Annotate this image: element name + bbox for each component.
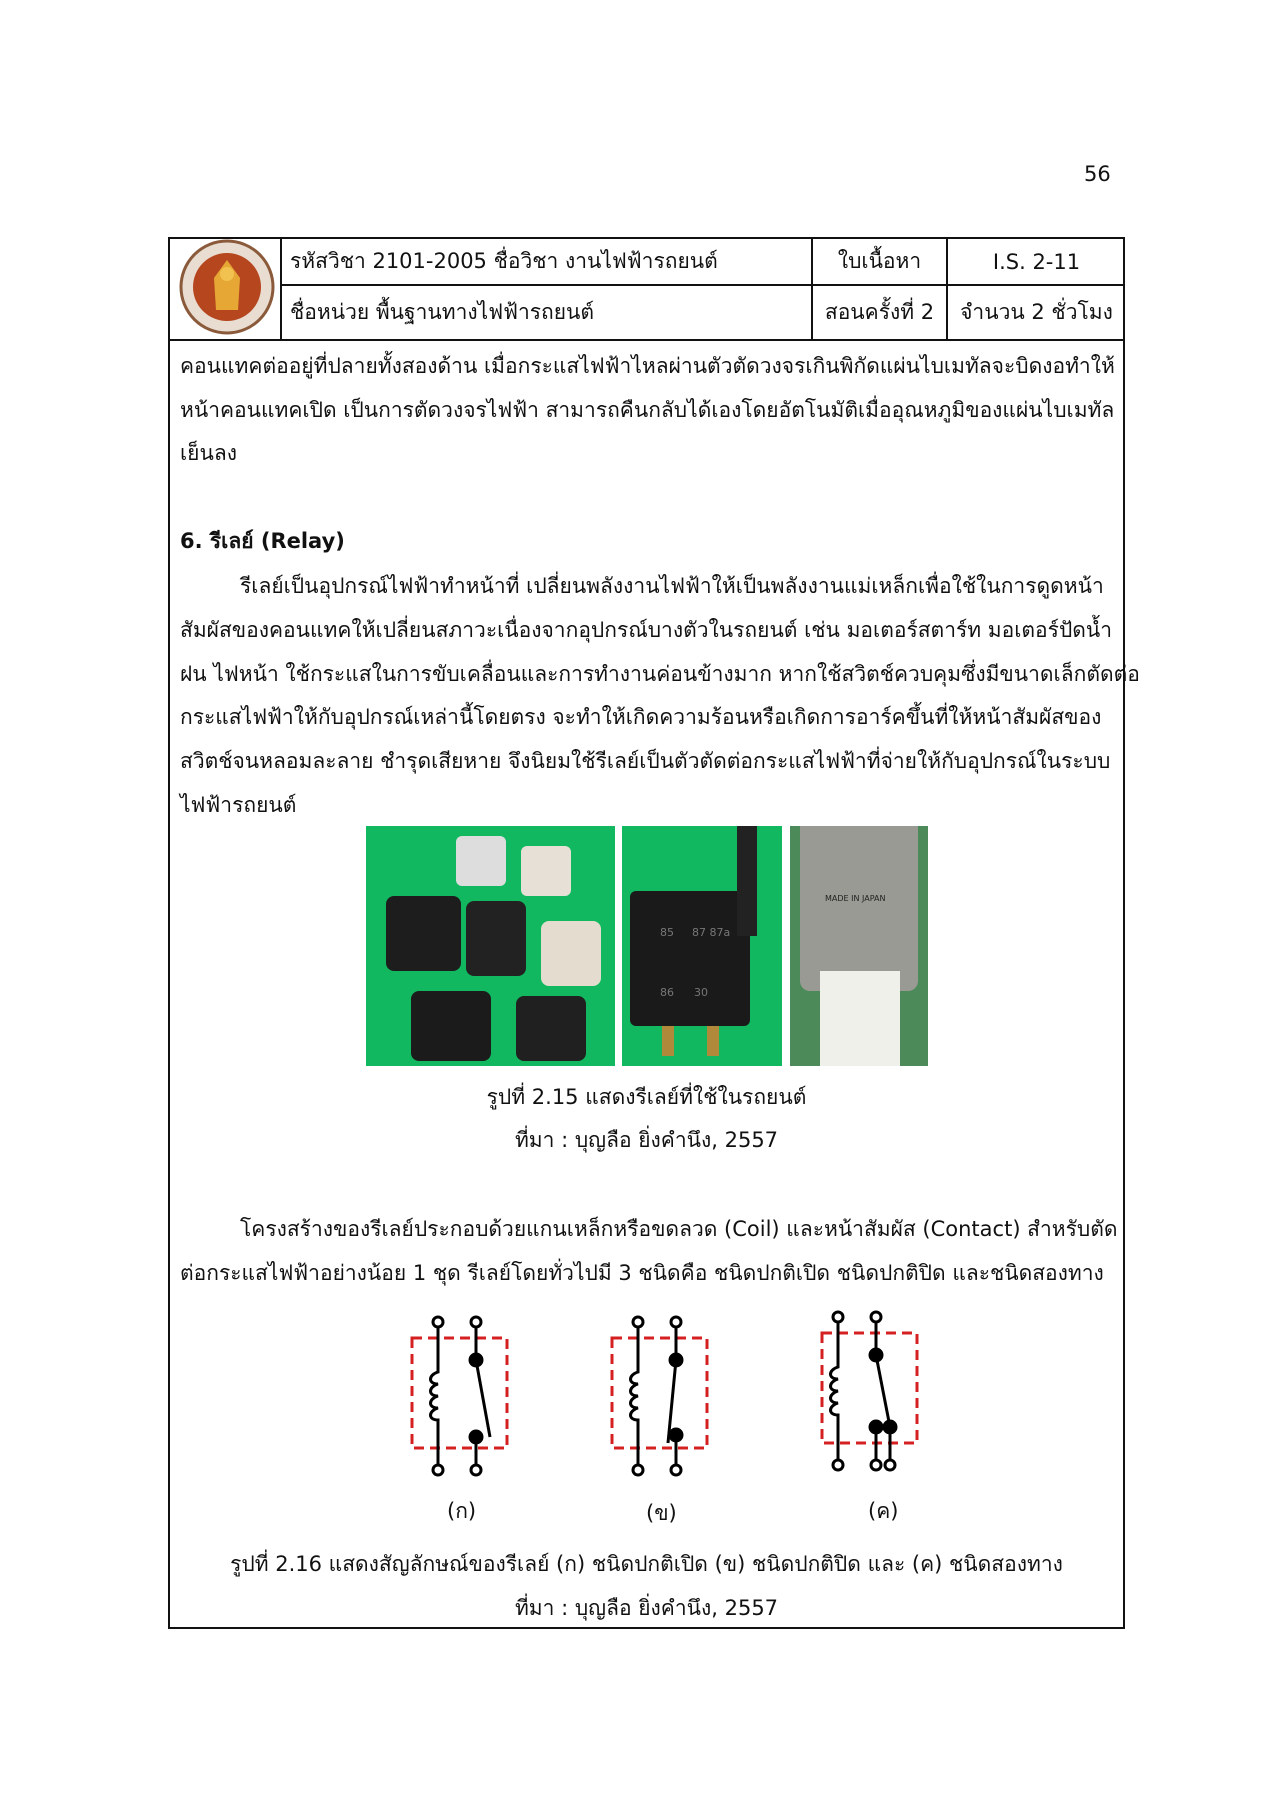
paragraph-line: รีเลย์เป็นอุปกรณ์ไฟฟ้าทำหน้าที่ เปลี่ยนพลังงานไฟฟ้าให้เป็นพลังงานแม่เหล็กเพื่อใช้ในการดูดหน้า [240, 574, 1104, 598]
intro-line: หน้าคอนแทคเปิด เป็นการตัดวงจรไฟฟ้า สามารถคืนกลับได้เองโดยอัตโนมัติเมื่ออุณหภูมิของแผ่นไบเมทัล [180, 398, 1115, 422]
figure-source: ที่มา : บุญลือ ยิ่งคำนึง, 2557 [514, 1128, 779, 1152]
symbol-label-a: (ก) [447, 1499, 477, 1523]
intro-line: เย็นลง [180, 441, 237, 465]
paragraph-line: สัมผัสของคอนแทคให้เปลี่ยนสภาวะเนื่องจากอุปกรณ์บางตัวในรถยนต์ เช่น มอเตอร์สตาร์ท มอเตอร์ปัดน้ำ [180, 618, 1113, 642]
paragraph-line: กระแสไฟฟ้าให้กับอุปกรณ์เหล่านี้โดยตรง จะทำให้เกิดความร้อนหรือเกิดการอาร์คขึ้นที่ให้หน้าสัมผัสของ [180, 705, 1102, 729]
paragraph-line: สวิตช์จนหลอมละลาย ชำรุดเสียหาย จึงนิยมใช้รีเลย์เป็นตัวตัดต่อกระแสไฟฟ้าที่จ่ายให้กับอุปกรณ์ในระบบ [180, 749, 1111, 773]
relay-symbol-normally-closed [612, 1317, 707, 1475]
relay-symbol-normally-open [412, 1317, 507, 1475]
session-number: สอนครั้งที่ 2 [824, 300, 935, 324]
vocational-education-logo [178, 238, 276, 336]
relay-symbols-diagram [380, 1300, 960, 1480]
doc-type: ใบเนื้อหา [837, 249, 922, 273]
page-number: 56 [1084, 162, 1111, 186]
paragraph-line: ต่อกระแสไฟฟ้าอย่างน้อย 1 ชุด รีเลย์โดยทั่วไปมี 3 ชนิดคือ ชนิดปกติเปิด ชนิดปกติปิด และชนิดสองทาง [180, 1261, 1104, 1285]
terminal-label: 86 [660, 986, 674, 999]
terminal-label: 87 87a [692, 926, 731, 939]
course-title: รหัสวิชา 2101-2005 ชื่อวิชา งานไฟฟ้ารถยนต์ [290, 249, 718, 273]
terminal-label: 85 [660, 926, 674, 939]
figure-source: ที่มา : บุญลือ ยิ่งคำนึง, 2557 [514, 1596, 779, 1620]
paragraph-line: โครงสร้างของรีเลย์ประกอบด้วยแกนเหล็กหรือขดลวด (Coil) และหน้าสัมผัส (Contact) สำหรับตัด [240, 1217, 1118, 1241]
made-in-japan-label: MADE IN JAPAN [825, 894, 886, 903]
section-heading: 6. รีเลย์ (Relay) [180, 529, 345, 553]
paragraph-line: ไฟฟ้ารถยนต์ [180, 793, 297, 817]
relay-black-photo [622, 826, 782, 1066]
relay-sockets-photo [366, 826, 615, 1066]
hours: จำนวน 2 ชั่วโมง [960, 300, 1113, 324]
figure-caption: รูปที่ 2.15 แสดงรีเลย์ที่ใช้ในรถยนต์ [486, 1085, 807, 1109]
doc-code: I.S. 2-11 [992, 249, 1081, 274]
terminal-label: 30 [694, 986, 708, 999]
symbol-label-c: (ค) [868, 1499, 899, 1523]
figure-caption: รูปที่ 2.16 แสดงสัญลักษณ์ของรีเลย์ (ก) ชนิดปกติเปิด (ข) ชนิดปกติปิด และ (ค) ชนิดสองทาง [230, 1552, 1063, 1576]
relay-metal-photo [790, 826, 928, 1066]
intro-line: คอนแทคต่ออยู่ที่ปลายทั้งสองด้าน เมื่อกระแสไฟฟ้าไหลผ่านตัวตัดวงจรเกินพิกัดแผ่นไบเมทัลจะบิดงอทำให้ [180, 354, 1115, 378]
symbol-label-b: (ข) [646, 1501, 677, 1525]
relay-symbol-changeover [822, 1312, 917, 1470]
divider [168, 339, 1125, 341]
paragraph-line: ฝน ไฟหน้า ใช้กระแสในการขับเคลื่อนและการทำงานค่อนข้างมาก หากใช้สวิตช์ควบคุมซึ่งมีขนาดเล็กตัดต่อ [180, 662, 1140, 686]
unit-name: ชื่อหน่วย พื้นฐานทางไฟฟ้ารถยนต์ [290, 300, 595, 324]
